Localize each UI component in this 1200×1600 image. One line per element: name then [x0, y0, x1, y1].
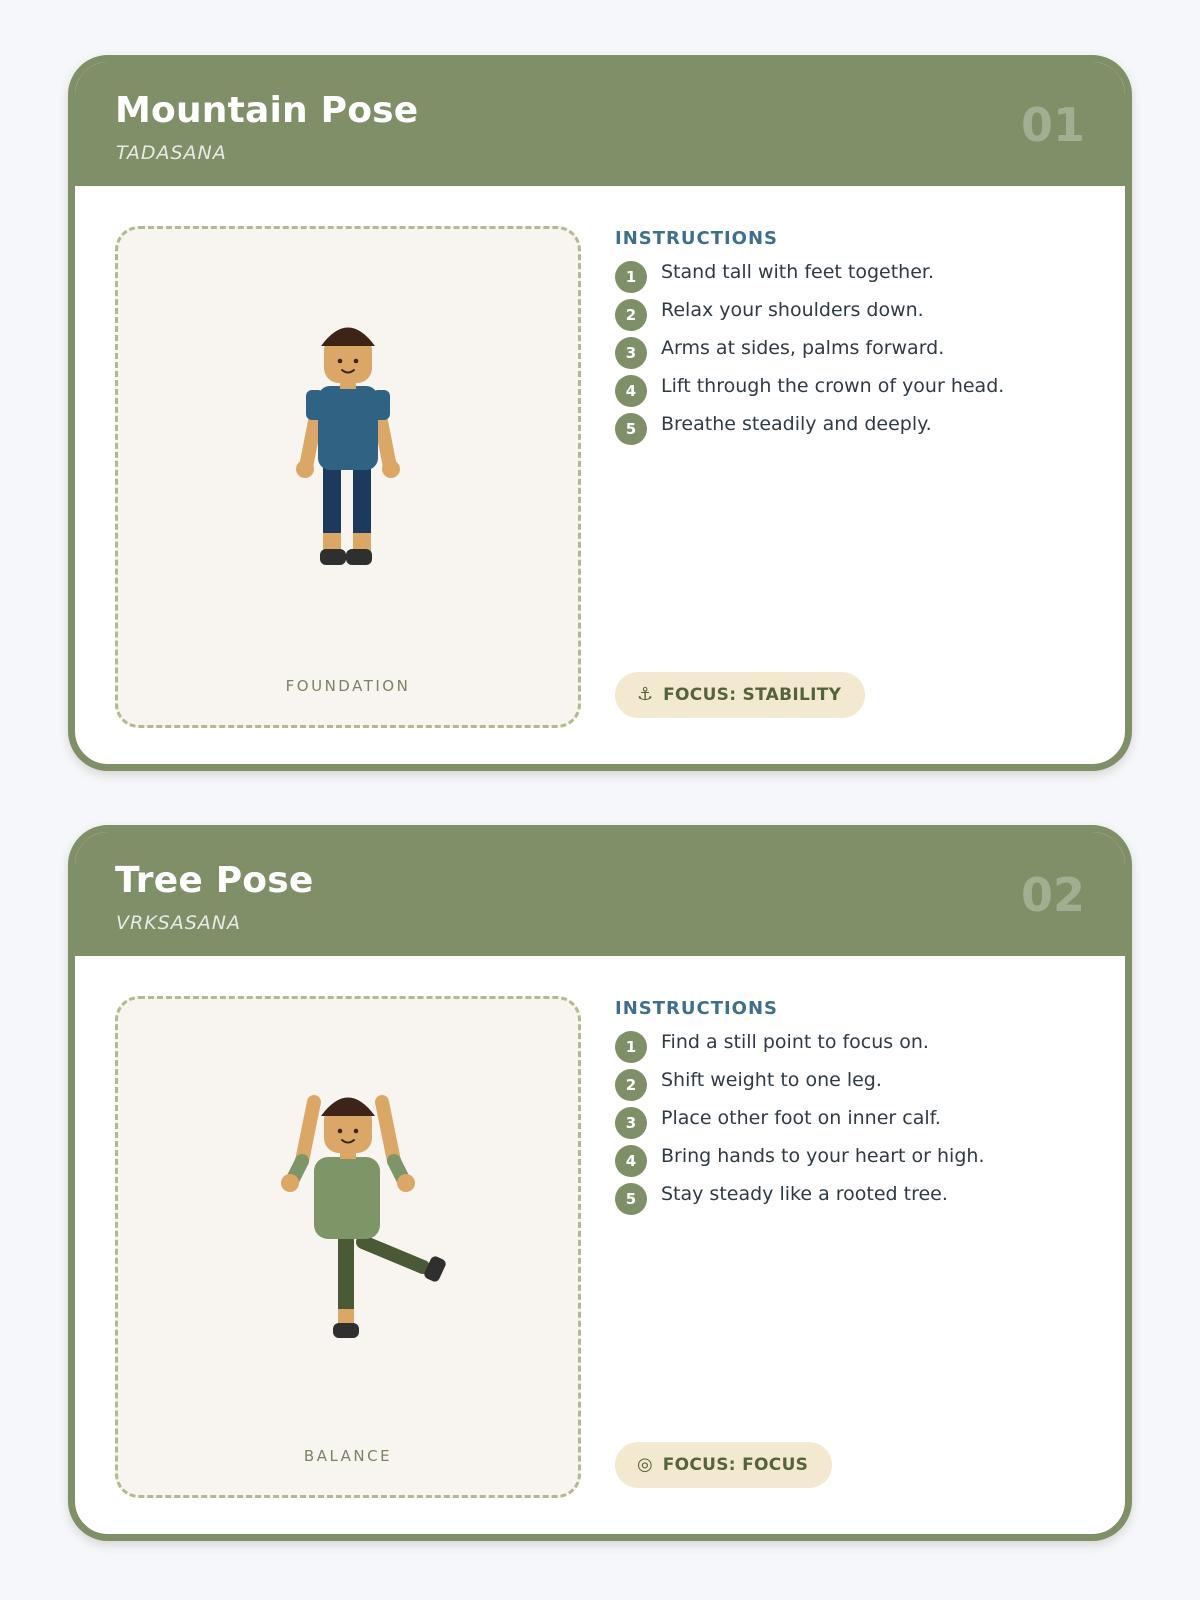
card-header: [75, 62, 1125, 186]
card-number: 01: [1020, 98, 1085, 152]
card-number: 02: [1020, 868, 1085, 922]
instruction-step: [615, 1103, 1095, 1141]
right-hand: [397, 1174, 415, 1192]
card-subtitle: VRKSASANA: [116, 912, 241, 934]
instructions-section: [615, 228, 1095, 447]
standing-foot: [333, 1323, 359, 1338]
instruction-step: [615, 1141, 1095, 1179]
left-hand: [281, 1174, 299, 1192]
step-number: 2: [615, 299, 647, 331]
step-number: 2: [615, 1069, 647, 1101]
step-text: Stand tall with feet together.: [661, 261, 935, 283]
instructions-section: [615, 998, 1095, 1217]
focus-label: FOCUS: STABILITY: [663, 685, 842, 705]
instruction-list: [615, 1027, 1095, 1217]
step-text: Place other foot on inner calf.: [661, 1107, 941, 1129]
raised-foot: [423, 1255, 448, 1284]
bent-leg: [363, 1242, 423, 1267]
instruction-step: [615, 1179, 1095, 1217]
focus-badge: [615, 672, 865, 718]
card-subtitle: TADASANA: [116, 142, 227, 164]
card-title: Tree Pose: [115, 860, 314, 901]
step-text: Bring hands to your heart or high.: [661, 1145, 985, 1167]
target-icon: ◎: [637, 1454, 653, 1475]
instructions-heading: INSTRUCTIONS: [615, 228, 778, 249]
anchor-icon: ⚓: [637, 684, 654, 705]
instruction-step: [615, 409, 1095, 447]
instruction-step: [615, 371, 1095, 409]
pose-illustration-panel: [115, 226, 581, 728]
tree-pose-figure: [118, 999, 578, 1495]
mountain-pose-figure: [118, 229, 578, 725]
step-number: 4: [615, 375, 647, 407]
left-hand: [296, 460, 314, 478]
right-leg: [353, 463, 371, 533]
card-header: [75, 832, 1125, 956]
step-text: Shift weight to one leg.: [661, 1069, 882, 1091]
instruction-step: [615, 333, 1095, 371]
left-leg: [323, 463, 341, 533]
step-number: 5: [615, 1183, 647, 1215]
step-number: 1: [615, 261, 647, 293]
step-text: Breathe steadily and deeply.: [661, 413, 932, 435]
standing-leg: [338, 1237, 354, 1309]
instruction-step: [615, 1065, 1095, 1103]
instruction-step: [615, 257, 1095, 295]
step-text: Lift through the crown of your head.: [661, 375, 1005, 397]
pose-card-tree: [68, 825, 1132, 1541]
left-upper-arm: [302, 1102, 314, 1161]
instructions-heading: INSTRUCTIONS: [615, 998, 778, 1019]
focus-badge: [615, 1442, 832, 1488]
right-hand: [382, 460, 400, 478]
step-text: Stay steady like a rooted tree.: [661, 1183, 948, 1205]
step-number: 1: [615, 1031, 647, 1063]
step-text: Relax your shoulders down.: [661, 299, 924, 321]
instruction-list: [615, 257, 1095, 447]
pose-card-mountain: [68, 55, 1132, 771]
focus-label: FOCUS: FOCUS: [662, 1455, 809, 1475]
pose-illustration-panel: [115, 996, 581, 1498]
left-foot: [320, 549, 346, 565]
card-title: Mountain Pose: [115, 90, 419, 131]
instruction-step: [615, 295, 1095, 333]
torso: [318, 386, 378, 470]
step-text: Find a still point to focus on.: [661, 1031, 929, 1053]
left-eye: [338, 359, 343, 364]
step-text: Arms at sides, palms forward.: [661, 337, 945, 359]
step-number: 4: [615, 1145, 647, 1177]
step-number: 5: [615, 413, 647, 445]
step-number: 3: [615, 337, 647, 369]
hair: [321, 328, 375, 347]
right-eye: [354, 359, 359, 364]
pose-category-label: BALANCE: [303, 1447, 393, 1465]
right-upper-arm: [382, 1102, 394, 1161]
step-number: 3: [615, 1107, 647, 1139]
instruction-step: [615, 1027, 1095, 1065]
left-eye: [338, 1129, 343, 1134]
right-foot: [346, 549, 372, 565]
pose-category-label: FOUNDATION: [285, 677, 411, 695]
torso: [314, 1157, 380, 1239]
hair: [321, 1098, 375, 1117]
right-eye: [354, 1129, 359, 1134]
